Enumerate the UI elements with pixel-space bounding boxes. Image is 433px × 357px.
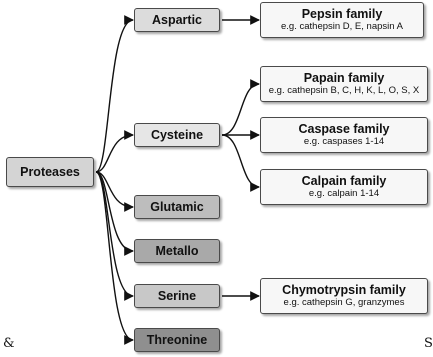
family-node-caspase — [260, 117, 428, 153]
family-title: Calpain family — [301, 174, 387, 188]
family-example: e.g. calpain 1-14 — [308, 188, 380, 199]
class-node-glutamic: Glutamic — [134, 195, 220, 219]
connector-to-cysteine — [96, 135, 133, 172]
connector-to-aspartic — [96, 20, 133, 172]
family-example: e.g. cathepsin G, granzymes — [283, 297, 405, 308]
connector-cysteine-to-papain — [222, 84, 259, 135]
class-node-threonine: Threonine — [134, 328, 220, 352]
family-node-chymotrypsin — [260, 278, 428, 314]
family-example: e.g. cathepsin D, E, napsin A — [281, 21, 403, 32]
family-example: e.g. cathepsin B, C, H, K, L, O, S, X — [268, 85, 420, 96]
family-node-calpain — [260, 169, 428, 205]
class-node-cysteine: Cysteine — [134, 123, 220, 147]
family-node-pepsin — [260, 2, 424, 38]
family-title: Pepsin family — [301, 7, 383, 21]
class-node-metallo: Metallo — [134, 239, 220, 263]
class-node-aspartic: Aspartic — [134, 8, 220, 32]
connector-cysteine-to-calpain — [222, 135, 259, 187]
family-title: Chymotrypsin family — [282, 283, 406, 297]
family-example: e.g. caspases 1-14 — [303, 136, 385, 147]
class-node-serine: Serine — [134, 284, 220, 308]
family-title: Caspase family — [298, 122, 390, 136]
family-node-papain — [260, 66, 428, 102]
corner-mark-right: S — [424, 336, 433, 351]
family-title: Papain family — [303, 71, 385, 85]
connector-to-serine — [96, 172, 133, 296]
corner-mark-left: & — [3, 336, 15, 351]
proteases-root-node: Proteases — [6, 157, 94, 187]
